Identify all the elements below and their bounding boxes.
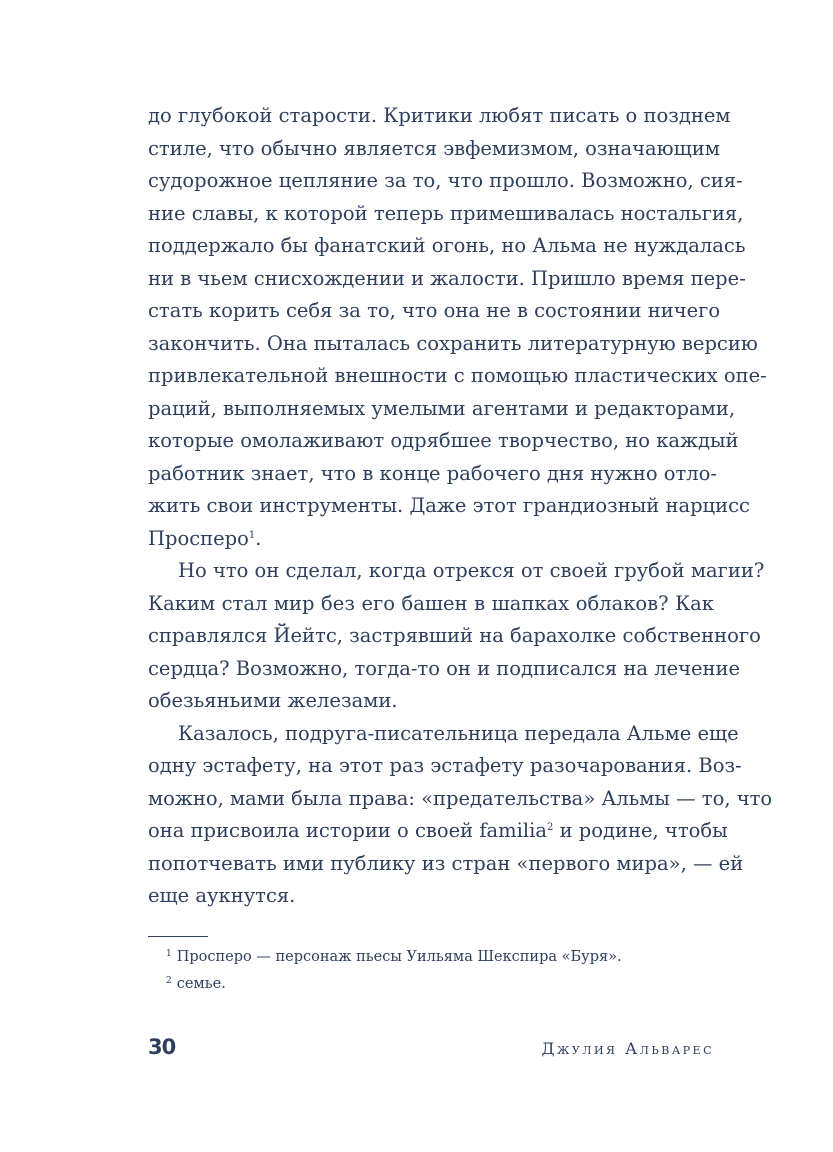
text-line: раций, выполняемых умелыми агентами и редакторами, <box>148 396 736 420</box>
text-line: еще аукнутся. <box>148 884 296 907</box>
footnote-reference[interactable]: 1 <box>248 529 256 541</box>
text-span: . <box>255 526 262 550</box>
footnote-marker: 1 <box>166 949 172 959</box>
text-line: Но что он сделал, когда отрекся от своей грубой магии? <box>178 559 765 582</box>
footnote <box>166 971 714 998</box>
text-span: она присвоила истории о своей familia <box>148 819 547 842</box>
text-line: до глубокой старости. Критики любят писать о позднем <box>148 104 731 127</box>
text-line: стиле, что обычно является эвфемизмом, означающим <box>148 136 720 160</box>
footnotes <box>166 944 714 998</box>
text-span: Просперо <box>148 526 249 550</box>
footnote <box>166 944 714 971</box>
page-number: 30 <box>148 1035 176 1059</box>
text-line: которые омолаживают одрябшее творчество, но каждый <box>148 429 739 452</box>
text-line: попотчевать ими публику из стран «первого мира», — ей <box>148 851 744 875</box>
footnote-divider <box>148 936 208 937</box>
running-head: Джулия Альварес <box>541 1039 714 1058</box>
text-span: и родине, чтобы <box>553 819 728 842</box>
footnote-marker: 2 <box>166 976 172 986</box>
text-line: справлялся Йейтс, застрявший на барахолке собственного <box>148 624 761 647</box>
text-line: ни в чьем снисхождении и жалости. Пришло время пере- <box>148 266 746 290</box>
footnote-reference[interactable]: 2 <box>547 822 554 833</box>
text-line: одну эстафету, на этот раз эстафету разочарования. Воз- <box>148 754 742 777</box>
text-line <box>148 815 728 848</box>
text-line <box>148 523 714 556</box>
footnote-text: Просперо — персонаж пьесы Уильяма Шекспира «Буря». <box>176 949 622 965</box>
text-line: закончить. Она пыталась сохранить литературную версию <box>148 331 758 355</box>
text-line: Каким стал мир без его башен в шапках облаков? Как <box>148 591 714 615</box>
text-line: привлекательной внешности с помощью пластических опе- <box>148 364 767 387</box>
body-text <box>148 100 773 913</box>
text-line: поддержало бы фанатский огонь, но Альма не нуждалась <box>148 234 746 257</box>
text-line: можно, мами была права: «предательства» Альмы — то, что <box>148 786 773 810</box>
text-line: ние славы, к которой теперь примешивалась ностальгия, <box>148 201 744 225</box>
text-line: жить свои инструменты. Даже этот грандиозный нарцисс <box>148 494 750 517</box>
text-line: работник знает, что в конце рабочего дня нужно отло- <box>148 461 718 485</box>
footnote-text: семье. <box>176 976 226 992</box>
text-line: стать корить себя за то, что она не в состоянии ничего <box>148 299 721 322</box>
text-line: обезьяньими железами. <box>148 689 398 712</box>
text-line: судорожное цепляние за то, что прошло. Возможно, сия- <box>148 169 743 192</box>
text-line: сердца? Возможно, тогда-то он и подписался на лечение <box>148 656 741 680</box>
text-line: Казалось, подруга-писательница передала Альме еще <box>178 721 739 745</box>
